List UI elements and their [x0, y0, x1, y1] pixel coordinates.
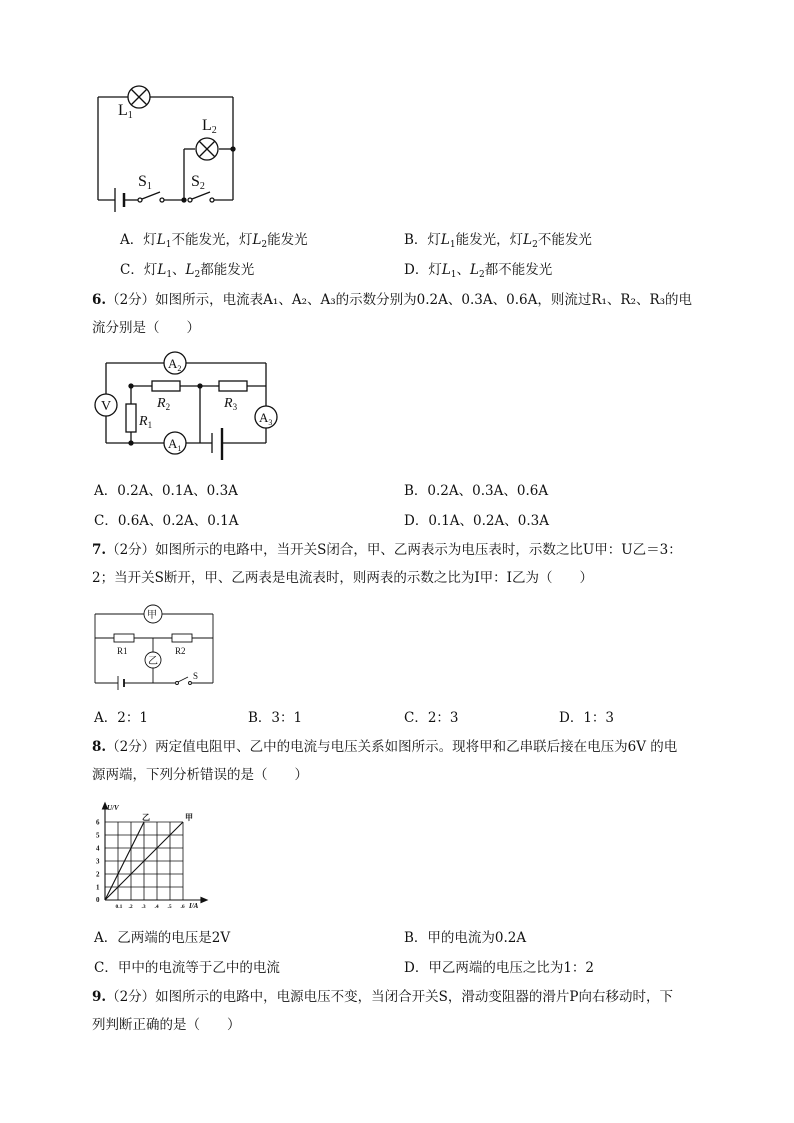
q5-option-b[interactable]: B．灯$L_1$能发光，灯$L_2$不能发光 — [404, 232, 592, 250]
q8-y-tick-label: 2 — [96, 870, 100, 879]
q8-x-tick-label: .5 — [167, 904, 172, 910]
q8-y-axis-label: U/V — [107, 804, 119, 812]
q7-option-b[interactable]: B．3：1 — [248, 710, 303, 726]
q7-meter-yi: 乙 — [148, 656, 158, 667]
q8-option-b[interactable]: B．甲的电流为0.2A — [404, 930, 527, 946]
q8-iu-chart — [88, 800, 218, 916]
q6-r1-label: $R_1$ — [139, 414, 153, 430]
q6-circuit-figure — [90, 350, 285, 470]
q9-number: 9. — [92, 989, 107, 1005]
q8-y-tick-label: 6 — [96, 818, 100, 827]
q8-y-tick-label: 4 — [96, 844, 100, 853]
q7-option-c[interactable]: C．2：3 — [404, 710, 459, 726]
q5-option-a[interactable]: A．灯$L_1$不能发光，灯$L_2$能发光 — [120, 232, 308, 250]
q7-stem: 7.（2分）如图所示的电路中，当开关S闭合，甲、乙两表示为电压表时，示数之比U甲：U乙＝3： 2；当开关S断开，甲、乙两表是电流表时，则两表的示数之比为I甲：I乙为（ ） — [92, 542, 682, 586]
q7-label-r2: R2 — [175, 646, 186, 656]
q8-series-label: 乙 — [142, 813, 150, 822]
q8-option-c[interactable]: C．甲中的电流等于乙中的电流 — [94, 960, 280, 976]
q6-a1-label: $A_1$ — [168, 436, 182, 453]
q6-stem: 6.（2分）如图所示，电流表A₁、A₂、A₃的示数分别为0.2A、0.3A、0.6A，则流过R₁、R₂、R₃的电 流分别是（ ） — [92, 292, 693, 336]
q7-circuit-figure — [90, 600, 220, 692]
q8-y-tick-label: 1 — [96, 883, 100, 892]
q8-y-tick-label: 5 — [96, 831, 100, 840]
q7-meter-jia: 甲 — [147, 610, 157, 621]
q6-voltmeter-label: V — [101, 399, 112, 414]
q6-option-c[interactable]: C．0.6A、0.2A、0.1A — [94, 513, 239, 529]
q5-label-l1: L1 — [118, 102, 133, 121]
q6-r2-label: $R_2$ — [157, 396, 171, 412]
q5-label-s2: S2 — [191, 173, 205, 192]
q7-option-a[interactable]: A．2：1 — [94, 710, 148, 726]
q8-number: 8. — [92, 739, 107, 755]
q5-label-l2: L2 — [202, 117, 217, 136]
q8-x-tick-label: .2 — [128, 904, 133, 910]
q6-number: 6. — [92, 292, 107, 308]
q6-option-a[interactable]: A．0.2A、0.1A、0.3A — [94, 483, 238, 499]
q7-label-s: S — [193, 671, 199, 681]
q8-x-tick-label: 0.1 — [115, 904, 123, 910]
q6-option-d[interactable]: D．0.1A、0.2A、0.3A — [404, 513, 549, 529]
q5-option-c[interactable]: C．灯$L_1$、$L_2$都能发光 — [120, 262, 255, 280]
q5-label-s1: S1 — [138, 173, 152, 192]
q6-r3-label: $R_3$ — [224, 396, 238, 412]
q8-option-a[interactable]: A．乙两端的电压是2V — [94, 930, 231, 946]
q8-origin-label: 0 — [96, 896, 100, 904]
q8-x-tick-label: .4 — [154, 904, 159, 910]
q8-x-tick-label: .6 — [180, 904, 185, 910]
q9-stem: 9.（2分）如图所示的电路中，电源电压不变，当闭合开关S，滑动变阻器的滑片P向右移动时，下 列判断正确的是（ ） — [92, 989, 674, 1033]
q7-option-d[interactable]: D．1：3 — [559, 710, 615, 726]
q8-x-axis-label: I/A — [189, 902, 199, 910]
q8-y-tick-label: 3 — [96, 857, 100, 866]
q7-number: 7. — [92, 542, 107, 558]
q8-stem: 8.（2分）两定值电阻甲、乙中的电流与电压关系如图所示。现将甲和乙串联后接在电压为6V 的电 源两端，下列分析错误的是（ ） — [92, 739, 678, 783]
q5-option-d[interactable]: D．灯$L_1$、$L_2$都不能发光 — [404, 262, 553, 280]
q6-a2-label: $A_2$ — [168, 356, 182, 373]
q8-x-tick-label: .3 — [141, 904, 146, 910]
q8-option-d[interactable]: D．甲乙两端的电压之比为1：2 — [404, 960, 595, 976]
q5-circuit-figure — [90, 80, 250, 215]
q8-series-label: 甲 — [185, 813, 193, 822]
q6-option-b[interactable]: B．0.2A、0.3A、0.6A — [404, 483, 549, 499]
q7-label-r1: R1 — [117, 646, 128, 656]
q6-a3-label: $A_3$ — [259, 410, 273, 427]
